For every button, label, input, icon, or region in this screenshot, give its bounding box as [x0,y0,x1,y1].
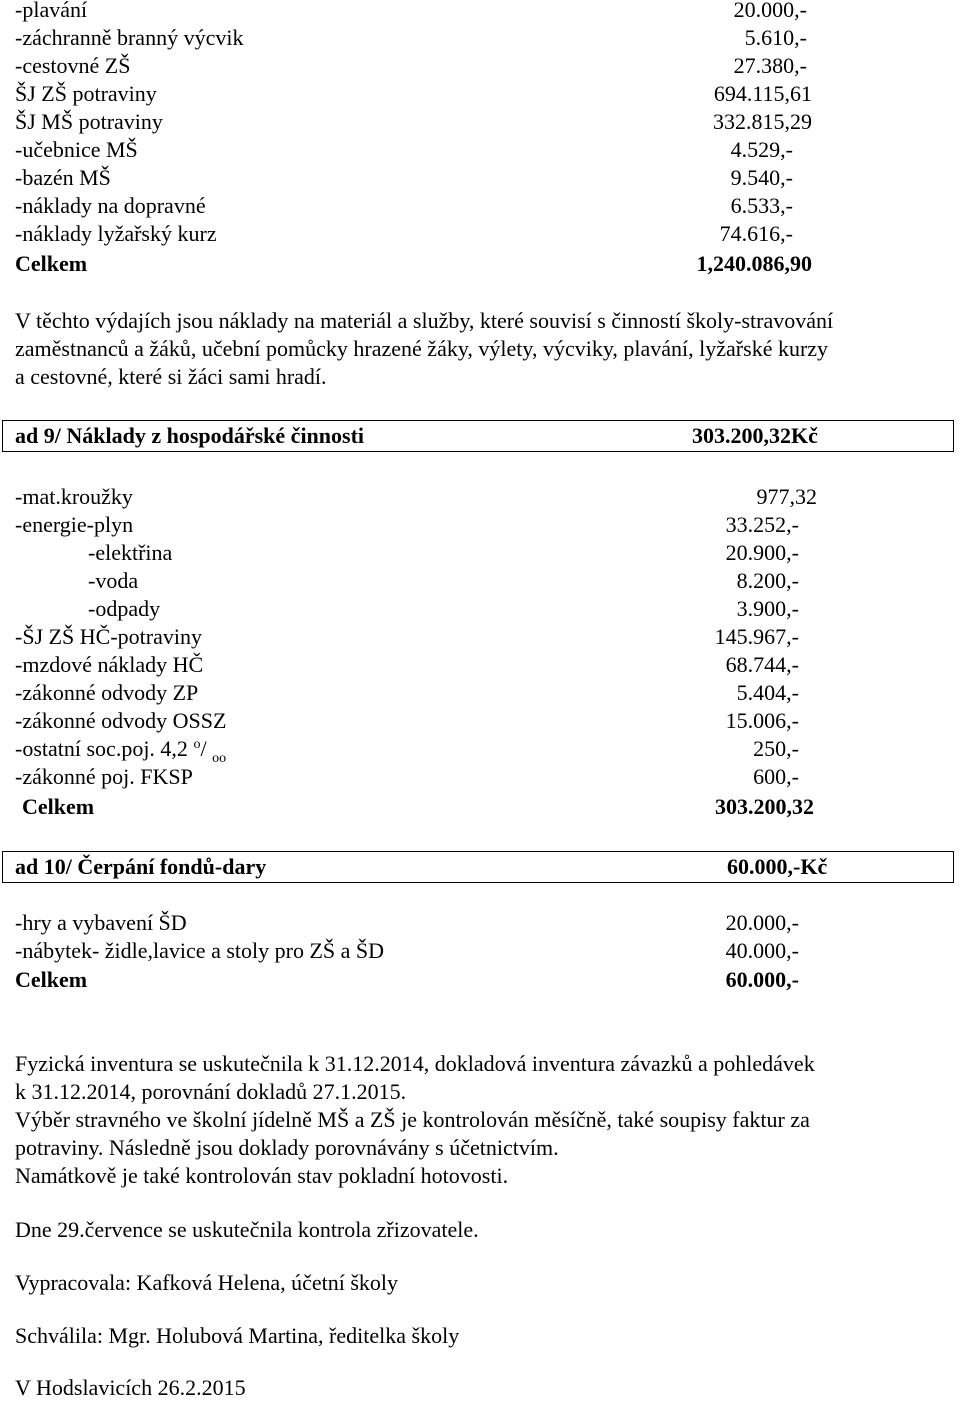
total-label: Celkem [22,794,95,819]
paragraph-line: zaměstnanců a žáků, učební pomůcky hrazené žáky, výlety, výcviky, plavání, lyžařské kurzy [15,336,829,361]
row-label: -nábytek- židle,lavice a stoly pro ZŠ a ŠD [15,938,385,963]
row-label: ŠJ MŠ potraviny [15,109,163,134]
total-value: 60.000,- [725,967,799,992]
row-value: 33.252,- [725,512,799,537]
row-label: -mat.kroužky [15,484,133,509]
row-label: -náklady na dopravné [15,193,206,218]
row-label: -zákonné odvody ZP [15,680,199,705]
row-label: -bazén MŠ [15,165,111,190]
row-label: -zákonné poj. FKSP [15,764,193,789]
row-label: -náklady lyžařský kurz [15,221,217,246]
row-label: -hry a vybavení ŠD [15,910,187,935]
row-label: -učebnice MŠ [15,137,138,162]
row-label: -záchranně branný výcvik [15,25,244,50]
paragraph-line: V těchto výdajích jsou náklady na materiál a služby, které souvisí s činností školy-stravování [15,308,834,333]
inventory-line: Výběr stravného ve školní jídelně MŠ a ZŠ je kontrolován měsíčně, také soupisy faktur za [15,1107,810,1132]
row-value: 332.815,29 [713,109,812,134]
row-value: 4.529,- [730,137,793,162]
row-value: 20.900,- [725,540,799,565]
row-value: 977,32 [756,484,817,509]
row-label: ŠJ ZŠ potraviny [15,81,157,106]
permille-sup: o [193,737,201,752]
row-label: -odpady [88,596,161,621]
inventory-line: Namátkově je také kontrolován stav pokladní hotovosti. [15,1163,509,1188]
row-value: 8.200,- [736,568,799,593]
row-label: -mzdové náklady HČ [15,652,204,677]
total-value: 303.200,32 [715,794,814,819]
inventory-line: potraviny. Následně jsou doklady porovnávány s účetnictvím. [15,1135,559,1160]
total-label: Celkem [15,967,88,992]
row-value: 27.380,- [733,53,807,78]
row-value: 145.967,- [714,624,799,649]
row-label: -ŠJ ZŠ HČ-potraviny [15,624,202,649]
row-label: -zákonné odvody OSSZ [15,708,227,733]
total-value: 1,240.086,90 [696,251,812,276]
section-10-heading: ad 10/ Čerpání fondů-dary [15,854,267,879]
row-label: -elektřina [88,540,173,565]
row-value: 600,- [753,764,799,789]
row-value: 6.533,- [730,193,793,218]
row-label: -voda [88,568,139,593]
total-label: Celkem [15,251,88,276]
row-value: 40.000,- [725,938,799,963]
section-10-amount: 60.000,-Kč [727,854,828,879]
inspection-note: Dne 29.července se uskutečnila kontrola zřizovatele. [15,1217,479,1242]
row-value: 3.900,- [736,596,799,621]
row-value: 9.540,- [730,165,793,190]
permille-slash: / [200,736,207,761]
section-9-heading: ad 9/ Náklady z hospodářské činnosti [15,423,365,448]
paragraph-line: a cestovné, které si žáci sami hradí. [15,364,327,389]
row-label: -cestovné ZŠ [15,53,131,78]
inventory-line: k 31.12.2014, porovnání dokladů 27.1.2015. [15,1079,407,1104]
row-value: 74.616,- [719,221,793,246]
row-value: 20.000,- [733,0,807,22]
row-value: 5.404,- [736,680,799,705]
row-label: -plavání [15,0,88,22]
prepared-by: Vypracovala: Kafková Helena, účetní školy [15,1270,399,1295]
section-9-amount: 303.200,32Kč [692,423,818,448]
permille-sub: oo [212,751,227,766]
row-value: 5.610,- [744,25,807,50]
inventory-line: Fyzická inventura se uskutečnila k 31.12.2014, dokladová inventura závazků a pohledávek [15,1051,815,1076]
row-value: 694.115,61 [713,81,812,106]
row-label: -energie-plyn [15,512,134,537]
row-value: 20.000,- [725,910,799,935]
row-value: 250,- [753,736,799,761]
row-label: -ostatní soc.poj. 4,2 [15,736,188,761]
row-value: 15.006,- [725,708,799,733]
row-value: 68.744,- [725,652,799,677]
place-date: V Hodslavicích 26.2.2015 [15,1375,246,1400]
approved-by: Schválila: Mgr. Holubová Martina, ředitelka školy [15,1323,460,1348]
